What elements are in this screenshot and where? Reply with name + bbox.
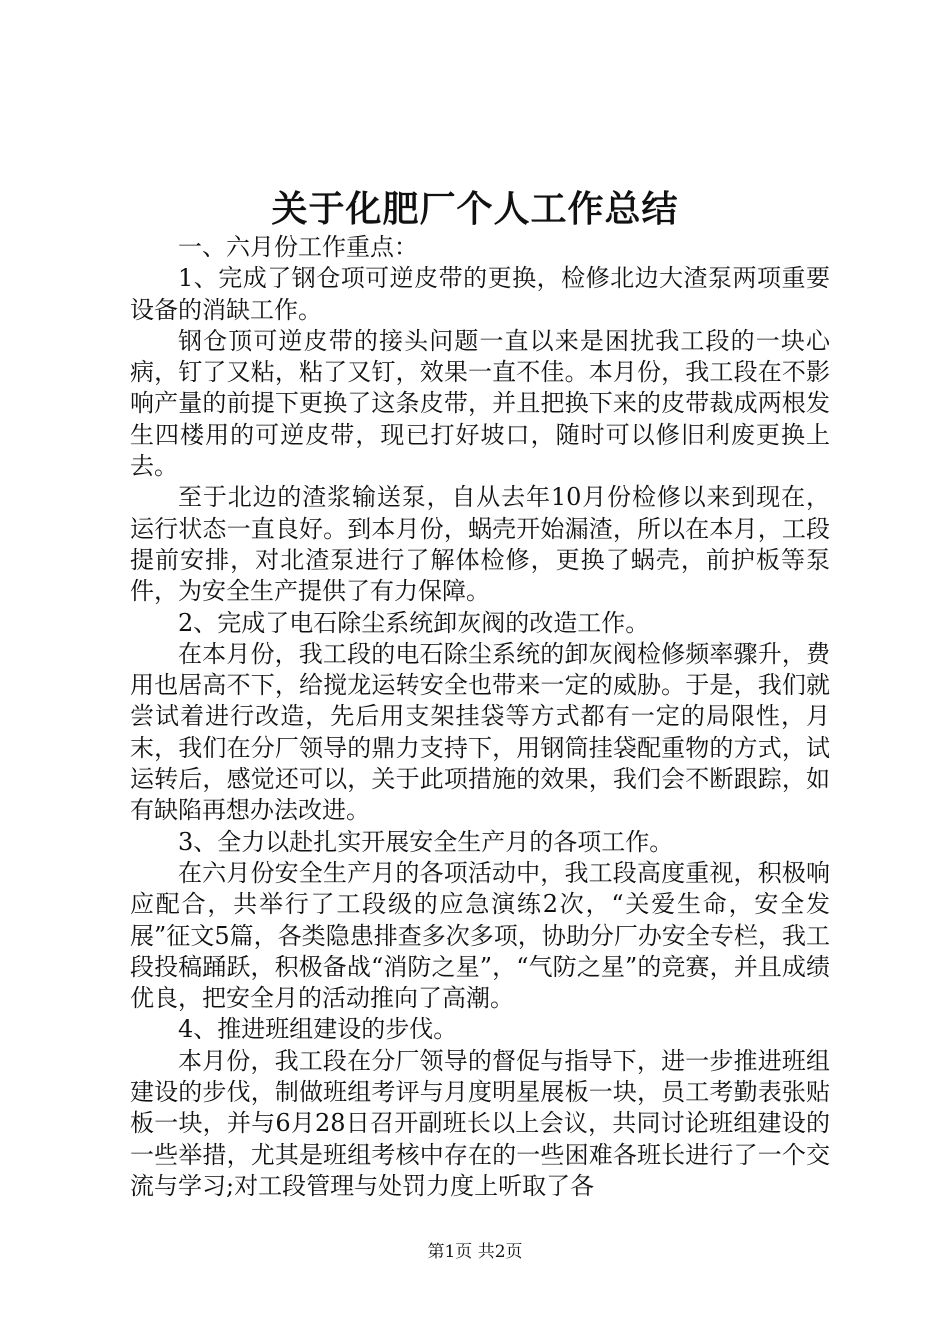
- page-title: 关于化肥厂个人工作总结: [271, 188, 679, 230]
- paragraph: 本月份，我工段在分厂领导的督促与指导下，进一步推进班组建设的步伐，制做班组考评与月度明星展板一块，员工考勤表张贴板一块，并与6月28日召开副班长以上会议，共同讨论班组建设的一些举措，尤其是班组考核中存在的一些困难各班长进行了一个交流与学习;对工段管理与处罚力度上听取了各: [130, 1046, 830, 1200]
- paragraph: 在本月份，我工段的电石除尘系统的卸灰阀检修频率骤升，费用也居高不下，给搅龙运转安全也带来一定的威胁。于是，我们就尝试着进行改造，先后用支架挂袋等方式都有一定的局限性，月末，我们在分厂领导的鼎力支持下，用钢筒挂袋配重物的方式，试运转后，感觉还可以，关于此项措施的效果，我们会不断跟踪，如有缺陷再想办法改进。: [130, 639, 830, 825]
- paragraph: 在六月份安全生产月的各项活动中，我工段高度重视，积极响应配合，共举行了工段级的应急演练2次，“关爱生命，安全发展”征文5篇，各类隐患排查多次多项，协助分厂办安全专栏，我工段投稿踊跃，积极备战“消防之星”，“气防之星”的竞赛，并且成绩优良，把安全月的活动推向了高潮。: [130, 858, 830, 1013]
- section-heading: 一、六月份工作重点：: [178, 233, 418, 261]
- paragraph: 至于北边的渣浆输送泵，自从去年10月份检修以来到现在，运行状态一直良好。到本月份，蜗壳开始漏渣，所以在本月，工段提前安排，对北渣泵进行了解体检修，更换了蜗壳，前护板等泵件，为安全生产提供了有力保障。: [130, 483, 830, 606]
- page-number-footer: 第1页 共2页: [427, 1242, 523, 1262]
- item-heading: 2、完成了电石除尘系统卸灰阀的改造工作。: [178, 608, 650, 637]
- document-body: [130, 232, 830, 1202]
- item-heading: 3、全力以赴扎实开展安全生产月的各项工作。: [178, 827, 674, 856]
- item-heading: 4、推进班组建设的步伐。: [178, 1015, 458, 1044]
- paragraph: 钢仓顶可逆皮带的接头问题一直以来是困扰我工段的一块心病，钉了又粘，粘了又钉，效果一直不佳。本月份，我工段在不影响产量的前提下更换了这条皮带，并且把换下来的皮带裁成两根发生四楼用的可逆皮带，现已打好坡口，随时可以修旧利废更换上去。: [130, 326, 830, 481]
- item-heading: 1、完成了钢仓项可逆皮带的更换，检修北边大渣泵两项重要设备的消缺工作。: [130, 264, 830, 324]
